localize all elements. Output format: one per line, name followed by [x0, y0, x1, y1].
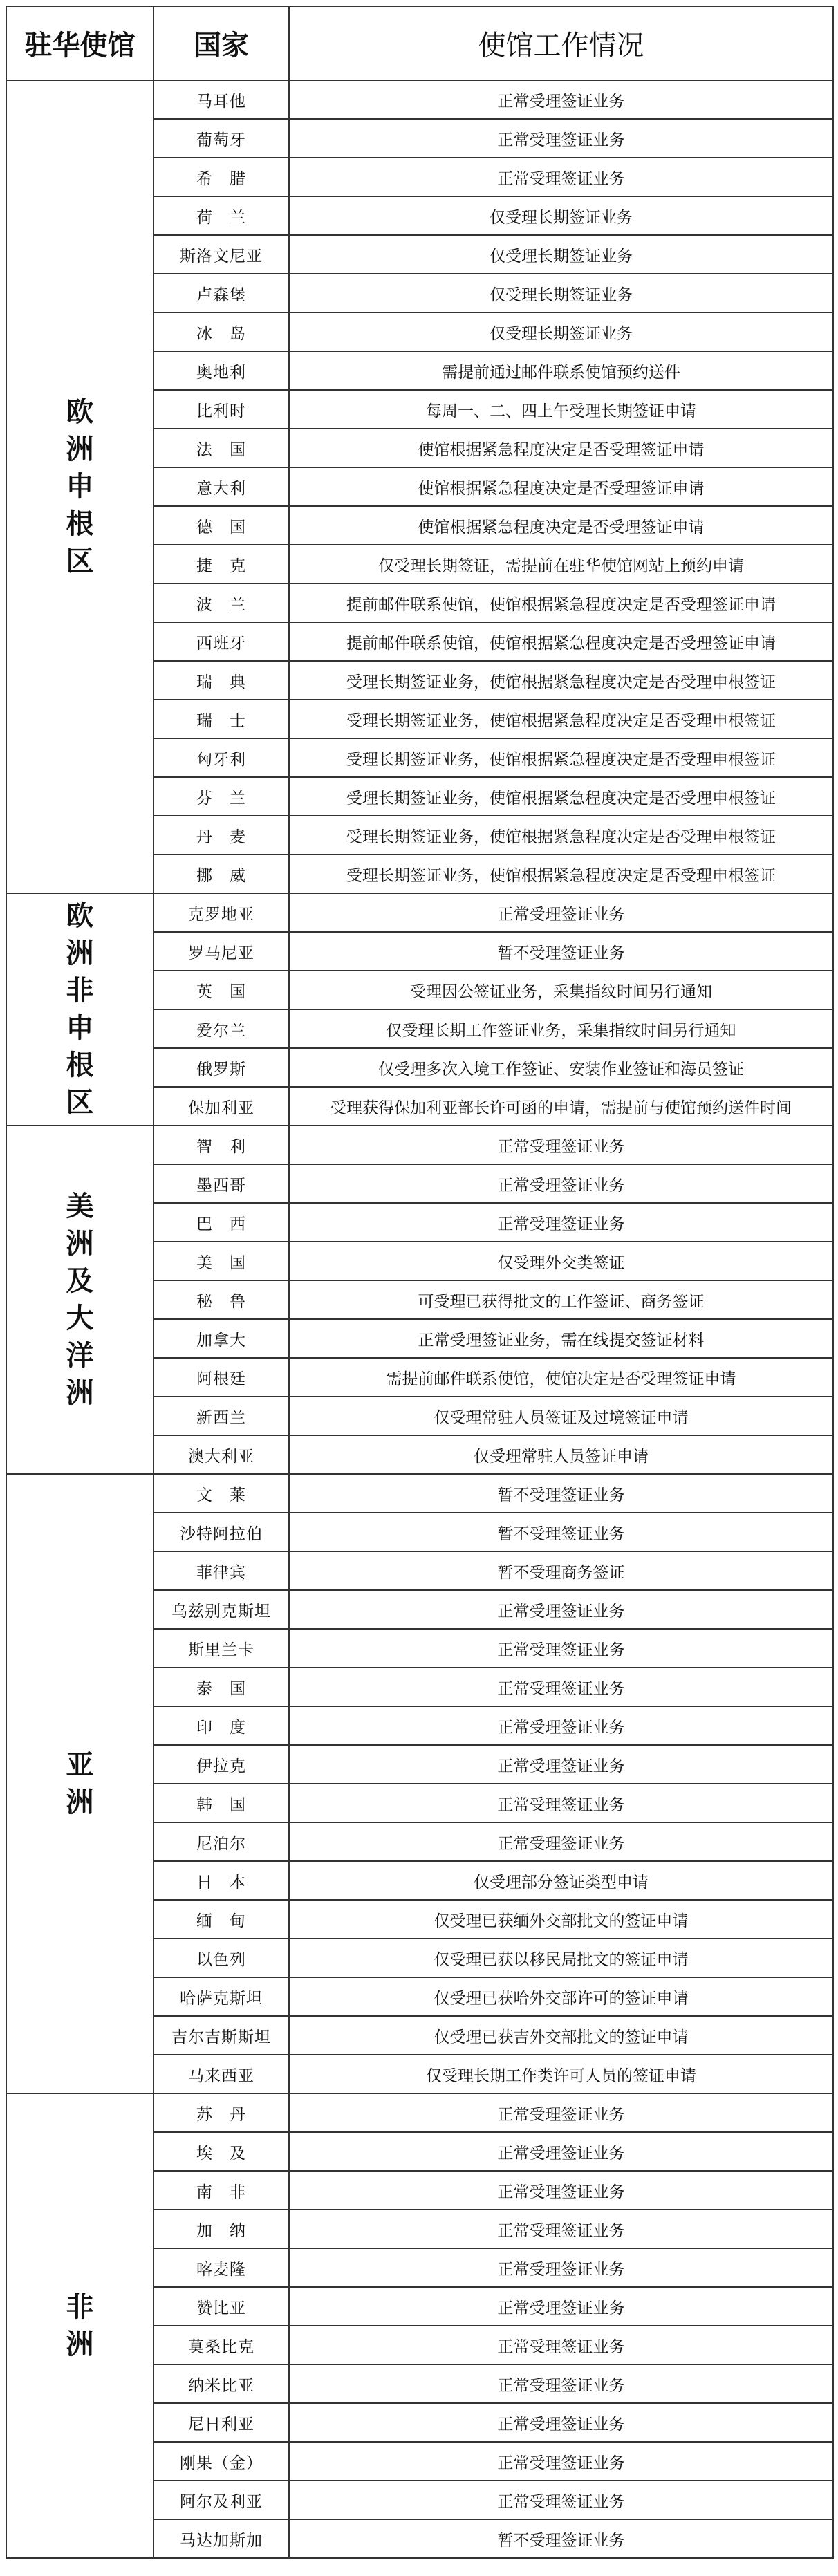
status-cell: 正常受理签证业务	[289, 1822, 833, 1861]
status-cell: 正常受理签证业务	[289, 2326, 833, 2364]
status-cell: 提前邮件联系使馆，使馆根据紧急程度决定是否受理签证申请	[289, 622, 833, 661]
country-cell: 斯里兰卡	[153, 1629, 289, 1668]
status-cell: 仅受理长期签证业务	[289, 274, 833, 312]
status-cell: 暂不受理签证业务	[289, 2519, 833, 2558]
status-cell: 正常受理签证业务	[289, 2171, 833, 2210]
status-cell: 仅受理长期签证，需提前在驻华使馆网站上预约申请	[289, 545, 833, 584]
status-cell: 暂不受理商务签证	[289, 1551, 833, 1590]
country-cell: 爱尔兰	[153, 1009, 289, 1048]
country-cell: 乌兹别克斯坦	[153, 1590, 289, 1629]
status-cell: 仅受理长期工作签证业务，采集指纹时间另行通知	[289, 1009, 833, 1048]
region-label: 美洲及大洋洲	[66, 1190, 94, 1409]
status-cell: 仅受理已获吉外交部批文的签证申请	[289, 2016, 833, 2055]
header-status: 使馆工作情况	[289, 6, 833, 80]
country-cell: 刚果（金）	[153, 2442, 289, 2481]
status-cell: 仅受理常驻人员签证申请	[289, 1435, 833, 1474]
country-cell: 波 兰	[153, 584, 289, 622]
country-cell: 以色列	[153, 1939, 289, 1977]
country-cell: 加拿大	[153, 1319, 289, 1358]
region-label: 欧洲非申根区	[66, 899, 94, 1119]
header-row	[6, 6, 833, 80]
country-cell: 墨西哥	[153, 1164, 289, 1203]
table-row	[6, 2093, 833, 2132]
region-label: 非 洲	[66, 2290, 122, 2360]
status-cell: 正常受理签证业务	[289, 893, 833, 932]
region-cell	[6, 80, 153, 893]
status-cell: 仅受理已获以移民局批文的签证申请	[289, 1939, 833, 1977]
country-cell: 丹 麦	[153, 816, 289, 855]
status-cell: 受理长期签证业务，使馆根据紧急程度决定是否受理申根签证	[289, 855, 833, 893]
status-cell: 正常受理签证业务	[289, 1126, 833, 1164]
country-cell: 瑞 士	[153, 700, 289, 738]
header-country: 国家	[153, 6, 289, 80]
table-row	[6, 893, 833, 932]
region-cell	[6, 1126, 153, 1474]
status-cell: 使馆根据紧急程度决定是否受理签证申请	[289, 506, 833, 545]
country-cell: 纳米比亚	[153, 2364, 289, 2403]
country-cell: 吉尔吉斯斯坦	[153, 2016, 289, 2055]
status-cell: 正常受理签证业务	[289, 158, 833, 196]
country-cell: 印 度	[153, 1706, 289, 1745]
country-cell: 捷 克	[153, 545, 289, 584]
table-row	[6, 1474, 833, 1513]
country-cell: 保加利亚	[153, 1087, 289, 1126]
status-cell: 暂不受理签证业务	[289, 932, 833, 971]
region-cell	[6, 2093, 153, 2558]
country-cell: 苏 丹	[153, 2093, 289, 2132]
country-cell: 尼泊尔	[153, 1822, 289, 1861]
table-row	[6, 1126, 833, 1164]
status-cell: 受理长期签证业务，使馆根据紧急程度决定是否受理申根签证	[289, 661, 833, 700]
status-cell: 每周一、二、四上午受理长期签证申请	[289, 390, 833, 429]
status-cell: 正常受理签证业务	[289, 1784, 833, 1822]
country-cell: 泰 国	[153, 1668, 289, 1706]
status-cell: 受理长期签证业务，使馆根据紧急程度决定是否受理申根签证	[289, 738, 833, 777]
status-cell: 使馆根据紧急程度决定是否受理签证申请	[289, 429, 833, 467]
country-cell: 埃 及	[153, 2132, 289, 2171]
status-cell: 正常受理签证业务	[289, 2210, 833, 2248]
status-cell: 正常受理签证业务	[289, 2364, 833, 2403]
status-cell: 正常受理签证业务，需在线提交签证材料	[289, 1319, 833, 1358]
country-cell: 斯洛文尼亚	[153, 235, 289, 274]
status-cell: 正常受理签证业务	[289, 2132, 833, 2171]
country-cell: 芬 兰	[153, 777, 289, 816]
region-cell	[6, 1474, 153, 2093]
country-cell: 俄罗斯	[153, 1048, 289, 1087]
embassy-status-table	[6, 6, 834, 2559]
country-cell: 南 非	[153, 2171, 289, 2210]
status-cell: 正常受理签证业务	[289, 1590, 833, 1629]
status-cell: 正常受理签证业务	[289, 1706, 833, 1745]
country-cell: 马来西亚	[153, 2055, 289, 2093]
status-cell: 暂不受理签证业务	[289, 1474, 833, 1513]
country-cell: 美 国	[153, 1242, 289, 1280]
country-cell: 挪 威	[153, 855, 289, 893]
status-cell: 仅受理多次入境工作签证、安装作业签证和海员签证	[289, 1048, 833, 1087]
header-embassy: 驻华使馆	[6, 6, 153, 80]
status-cell: 仅受理已获哈外交部许可的签证申请	[289, 1977, 833, 2016]
country-cell: 罗马尼亚	[153, 932, 289, 971]
country-cell: 秘 鲁	[153, 1280, 289, 1319]
status-cell: 仅受理长期签证业务	[289, 235, 833, 274]
region-label: 欧洲申根区	[66, 395, 94, 577]
region-cell	[6, 893, 153, 1126]
status-cell: 正常受理签证业务	[289, 2287, 833, 2326]
country-cell: 缅 甸	[153, 1900, 289, 1939]
status-cell: 正常受理签证业务	[289, 1668, 833, 1706]
country-cell: 澳大利亚	[153, 1435, 289, 1474]
country-cell: 沙特阿拉伯	[153, 1513, 289, 1551]
country-cell: 加 纳	[153, 2210, 289, 2248]
country-cell: 希 腊	[153, 158, 289, 196]
status-cell: 正常受理签证业务	[289, 1629, 833, 1668]
status-cell: 仅受理长期工作类许可人员的签证申请	[289, 2055, 833, 2093]
country-cell: 伊拉克	[153, 1745, 289, 1784]
status-cell: 受理因公签证业务，采集指纹时间另行通知	[289, 971, 833, 1009]
country-cell: 喀麦隆	[153, 2248, 289, 2287]
country-cell: 马耳他	[153, 80, 289, 119]
country-cell: 阿根廷	[153, 1358, 289, 1397]
country-cell: 新西兰	[153, 1397, 289, 1435]
country-cell: 日 本	[153, 1861, 289, 1900]
country-cell: 马达加斯加	[153, 2519, 289, 2558]
region-label: 亚 洲	[66, 1748, 122, 1818]
table-row	[6, 80, 833, 119]
country-cell: 阿尔及利亚	[153, 2481, 289, 2519]
status-cell: 需提前邮件联系使馆，使馆决定是否受理签证申请	[289, 1358, 833, 1397]
status-cell: 正常受理签证业务	[289, 1203, 833, 1242]
status-cell: 正常受理签证业务	[289, 1164, 833, 1203]
status-cell: 可受理已获得批文的工作签证、商务签证	[289, 1280, 833, 1319]
status-cell: 受理获得保加利亚部长许可函的申请，需提前与使馆预约送件时间	[289, 1087, 833, 1126]
status-cell: 仅受理长期签证业务	[289, 312, 833, 351]
country-cell: 尼日利亚	[153, 2403, 289, 2442]
country-cell: 韩 国	[153, 1784, 289, 1822]
status-cell: 正常受理签证业务	[289, 2403, 833, 2442]
country-cell: 克罗地亚	[153, 893, 289, 932]
country-cell: 瑞 典	[153, 661, 289, 700]
status-cell: 仅受理外交类签证	[289, 1242, 833, 1280]
country-cell: 德 国	[153, 506, 289, 545]
status-cell: 受理长期签证业务，使馆根据紧急程度决定是否受理申根签证	[289, 700, 833, 738]
country-cell: 冰 岛	[153, 312, 289, 351]
country-cell: 荷 兰	[153, 196, 289, 235]
country-cell: 英 国	[153, 971, 289, 1009]
country-cell: 文 莱	[153, 1474, 289, 1513]
country-cell: 菲律宾	[153, 1551, 289, 1590]
status-cell: 正常受理签证业务	[289, 80, 833, 119]
table-body	[6, 80, 833, 2558]
status-cell: 使馆根据紧急程度决定是否受理签证申请	[289, 467, 833, 506]
status-cell: 仅受理部分签证类型申请	[289, 1861, 833, 1900]
country-cell: 法 国	[153, 429, 289, 467]
status-cell: 正常受理签证业务	[289, 2248, 833, 2287]
status-cell: 暂不受理签证业务	[289, 1513, 833, 1551]
country-cell: 葡萄牙	[153, 119, 289, 158]
status-cell: 受理长期签证业务，使馆根据紧急程度决定是否受理申根签证	[289, 777, 833, 816]
status-cell: 仅受理长期签证业务	[289, 196, 833, 235]
country-cell: 莫桑比克	[153, 2326, 289, 2364]
status-cell: 受理长期签证业务，使馆根据紧急程度决定是否受理申根签证	[289, 816, 833, 855]
status-cell: 正常受理签证业务	[289, 119, 833, 158]
country-cell: 巴 西	[153, 1203, 289, 1242]
country-cell: 赞比亚	[153, 2287, 289, 2326]
country-cell: 哈萨克斯坦	[153, 1977, 289, 2016]
country-cell: 意大利	[153, 467, 289, 506]
country-cell: 西班牙	[153, 622, 289, 661]
status-cell: 正常受理签证业务	[289, 2481, 833, 2519]
country-cell: 卢森堡	[153, 274, 289, 312]
country-cell: 智 利	[153, 1126, 289, 1164]
status-cell: 需提前通过邮件联系使馆预约送件	[289, 351, 833, 390]
status-cell: 仅受理常驻人员签证及过境签证申请	[289, 1397, 833, 1435]
status-cell: 仅受理已获缅外交部批文的签证申请	[289, 1900, 833, 1939]
country-cell: 匈牙利	[153, 738, 289, 777]
status-cell: 正常受理签证业务	[289, 2442, 833, 2481]
status-cell: 提前邮件联系使馆，使馆根据紧急程度决定是否受理签证申请	[289, 584, 833, 622]
status-cell: 正常受理签证业务	[289, 2093, 833, 2132]
country-cell: 奥地利	[153, 351, 289, 390]
country-cell: 比利时	[153, 390, 289, 429]
status-cell: 正常受理签证业务	[289, 1745, 833, 1784]
